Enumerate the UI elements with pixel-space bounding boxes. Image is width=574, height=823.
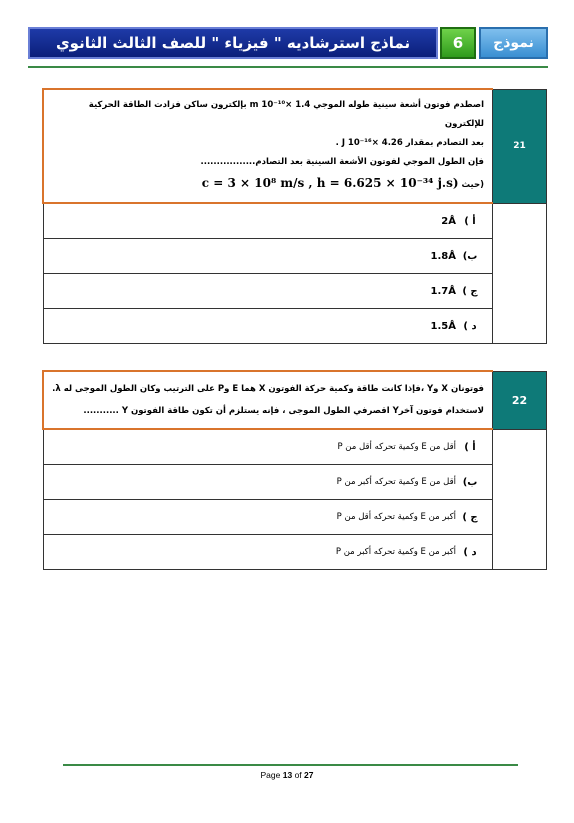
stem-line: لاستخدام فوتون آخرY اقصرفي الطول الموجى ، فإنه يستلزم أن تكون طاقة الفوتون Y ........... (83, 406, 484, 416)
model-label-badge: نموذج (479, 27, 548, 59)
option-letter: أ ) (464, 215, 476, 227)
question-number: 22 (493, 371, 547, 429)
answer-option-c[interactable] (43, 274, 493, 309)
option-letter: د ) (463, 320, 477, 332)
option-text: أكبر من E وكمية تحركه أقل من P (336, 512, 456, 522)
option-text: 1.7Å (430, 285, 456, 297)
option-text: أكبر من E وكمية تحركه أكبر من P (335, 547, 456, 557)
question-22 (42, 370, 547, 570)
stem-formula-line (52, 172, 484, 196)
model-number-badge: 6 (440, 27, 476, 59)
question-stem (43, 89, 493, 203)
option-letter: ج ) (462, 511, 478, 523)
answer-option-d[interactable] (43, 535, 493, 570)
stem-line: فإن الطول الموجي لفوتون الأشعة السينية بعد التصادم................. (200, 157, 484, 167)
page-of: of (292, 770, 305, 780)
option-letter: ج ) (462, 285, 478, 297)
stem-line: بعد التصادم بمقدار J 10⁻¹⁶× 4.26 . (335, 138, 484, 148)
option-text: أقل من E وكمية تحركه أكبر من P (336, 477, 456, 487)
answer-option-c[interactable] (43, 500, 493, 535)
stem-formula-prefix: (حيث (461, 180, 484, 190)
option-letter: د ) (463, 546, 477, 558)
header-title: نماذج استرشاديه " فيزياء " للصف الثالث الثانوي (28, 27, 438, 59)
option-letter: ب) (462, 250, 478, 262)
page-counter (0, 770, 574, 780)
option-text: أقل من E وكمية تحركه أقل من P (337, 442, 456, 452)
page-header (28, 27, 548, 61)
option-letter: ب) (462, 476, 478, 488)
option-text: 2Å (441, 215, 456, 227)
answer-option-d[interactable] (43, 309, 493, 344)
option-text: 1.8Å (430, 250, 456, 262)
question-number: 21 (493, 89, 547, 203)
answer-option-b[interactable] (43, 239, 493, 274)
question-21 (42, 88, 547, 344)
page-prefix: Page (260, 770, 283, 780)
total-pages: 27 (304, 770, 314, 780)
option-letter: أ ) (464, 441, 476, 453)
stem-line: فوتونان X وY ،فإذا كانت طاقة وكمية حركة الفوتون X هما E وP على الترتيب وكان الطول الموجى له λ. (52, 384, 484, 394)
answer-option-a[interactable] (43, 429, 493, 465)
footer-divider (63, 764, 518, 766)
stem-line: اصطدم فوتون أشعة سينية طوله الموجي m 10⁻¹⁰× 1.4 بإلكترون ساكن فزادت الطاقة الحركية للإلكترون (88, 100, 484, 129)
answer-option-b[interactable] (43, 465, 493, 500)
current-page: 13 (282, 770, 293, 780)
stem-formula: c = 3 × 10⁸ m/s , h = 6.625 × 10⁻³⁴ j.s) (201, 176, 459, 190)
option-text: 1.5Å (430, 320, 456, 332)
question-stem (43, 371, 493, 429)
header-divider (28, 66, 548, 68)
answer-option-a[interactable] (43, 203, 493, 239)
